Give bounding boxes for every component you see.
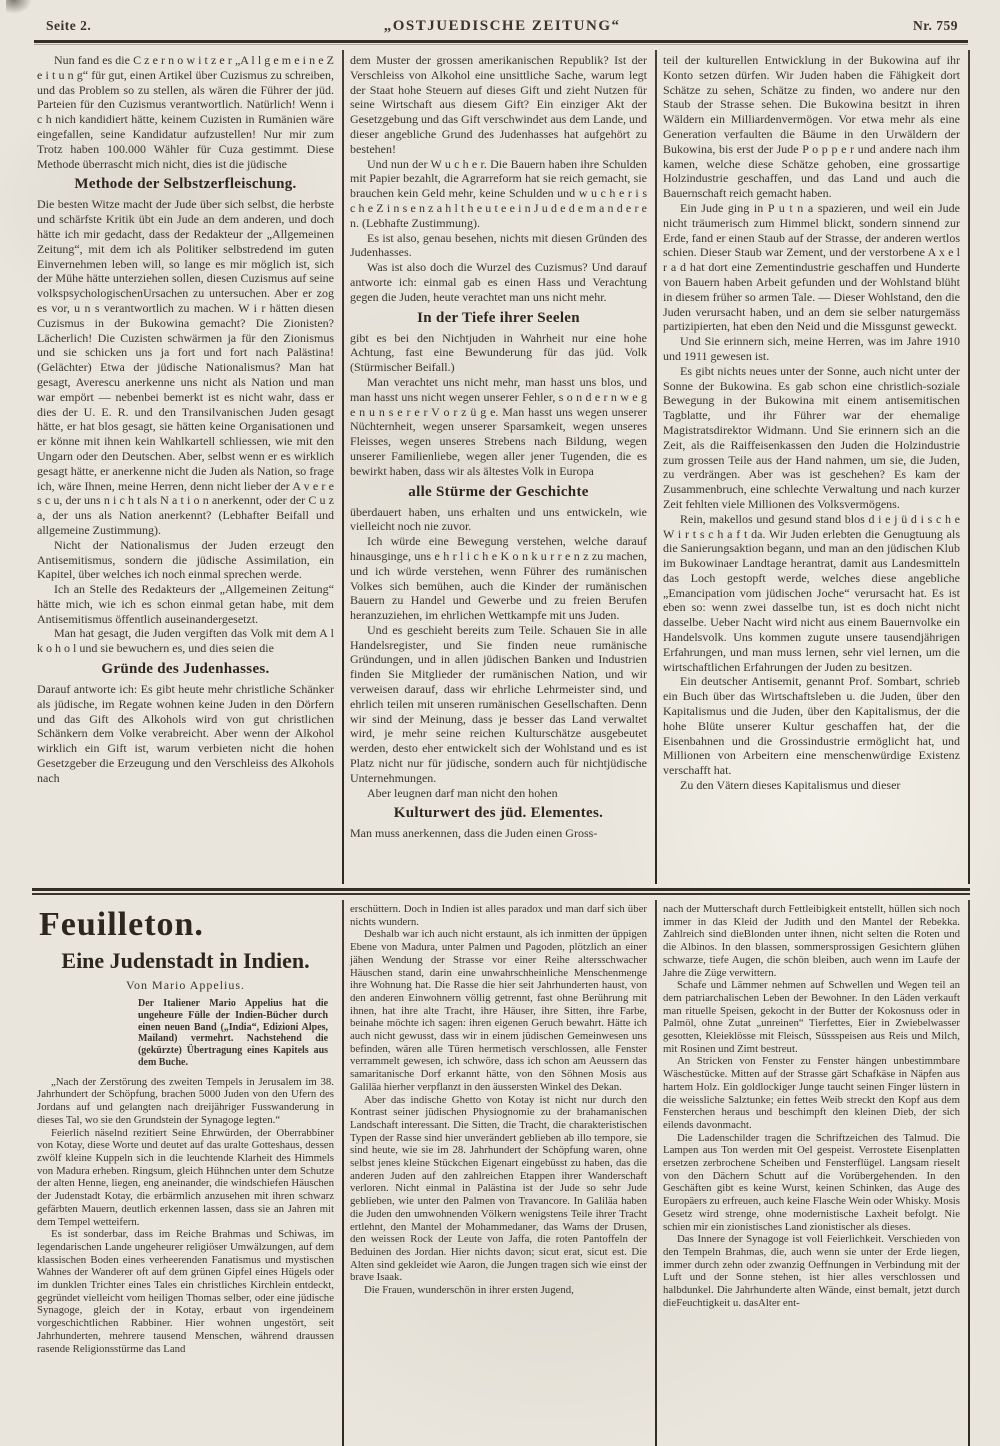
article-paragraph: Man verachtet uns nicht mehr, man hasst uns blos, und man hasst uns nicht wegen unserer Fehler, s o n d e r n w e g e n u n s e r e r V o r z ü g e. Man hasst uns wegen unserer Nüchternheit, wegen unserer Sparsamkeit, wegen unseres Fleisses, wegen unseres Strebens nach Bildung, wegen unserer Familienliebe, wegen aller jener Tugenden, die es bewirkt haben, dass wir als ältestes Volk in Europa [350, 374, 647, 478]
article-paragraph: Das Innere der Synagoge ist voll Feierlichkeit. Verschieden von den Tempeln Brahmas, die, auch wenn sie unter der Erde liegen, immer durch zehn oder zwanzig Oeffnungen in Verbindung mit der Luft und der Sonne stehen, ist hier alles verschlossen und halbdunkel. Die Jahrhunderte alten Wände, einst bemalt, jetzt durch dieFeuchtigkeit u. dasAlter ent- [663, 1233, 960, 1309]
article-title: Eine Judenstadt in Indien. [61, 948, 310, 973]
feuilleton-column-1 [32, 900, 341, 1446]
page-edge-rule [968, 50, 970, 884]
article-paragraph: gibt es bei den Nichtjuden in Wahrheit nur eine hohe Achtung, fast eine Bewunderung für das jüd. Volk (Stürmischer Beifall.) [350, 330, 647, 375]
scan-artifact [6, 0, 32, 14]
article-paragraph: Rein, makellos und gesund stand blos d i e j ü d i s c h e W i r t s c h a f t da. Wir Juden erlebten die Genugtuung als die Sanierungsaktion begann, und man an den jüdischen Klub im Bukowinaer Landtage herantrat, damit aus Landesmitteln das Loch gestopft werde, welches diese angebliche „Emancipation vom jüdischen Joche“ verursacht hat. Es ist eben so: wenn zwei dasselbe tun, ist es doch nicht nicht dasselbe. Ueber Nacht wird nicht aus einem Bauernvolke ein Handelsvolk. Uns kommen zugute unsere tausendjährigen Erfahrungen, und man muss lernen, sehr viel lernen, um die wirtschaftlichen Erfahrungen der Juden zu besitzen. [663, 511, 960, 674]
article-paragraph: Schafe und Lämmer nehmen auf Schwellen und Wegen teil an dem patriarchalischen Leben der Bewohner. In den Läden verkauft man rituelle Speisen, gekocht in der Butter der Kokosnuss oder in Palmöl, ohne Zutat „unreinen“ Tierfettes, Eier in Zwiebelwasser gesotten, Kleieklösse mit Fleisch, Süssspeisen aus Reis und Milch, mit Rosinen und Zimt bestreut. [663, 979, 960, 1055]
feuilleton-title: Feuilleton. [39, 906, 204, 943]
article-paragraph: Die Ladenschilder tragen die Schriftzeichen des Talmud. Die Lampen aus Ton werden mit Oel gespeist. Verrostete Eisenplatten ersetzen zerbrochene Scheiben und Fensterflügel. Langsam rieselt von den Dächern Schutt auf die Vorübergehenden. In den Geschäften gibt es keine Wurst, keinen Schinken, das Auge des Europäers zu erfreuen, auch keine Flasche Wein oder Whisky. Mosis Gesetz wird strenge, ohne modernistische Laxheit befolgt. Nie schien mir ein zionistisches Land zionistischer als dieses. [663, 1131, 960, 1233]
article-column-1 [32, 50, 341, 884]
masthead-rule [34, 40, 968, 45]
article-paragraph: Zu den Vätern dieses Kapitalismus und dieser [680, 778, 901, 793]
article-paragraph: Feierlich näselnd rezitiert Seine Ehrwürden, der Oberrabbiner von Kotay, diese Worte und deutet auf das uralte Gotteshaus, dessen zwölf kleine Kuppeln sich in die leuchtende Klarheit des Himmels von Madura erheben. Ringsum, gleich Hühnchen unter dem Schutze der alten Henne, liegen, eng aneinander, die windschiefen Häuschen der Judenstadt Kotay, die erbärmlich anzusehen mit ihren schwarz gefärbten Mauern, deutlich erkennen lassen, dass sie an Jahren mit dem Tempel wetteifern. [37, 1126, 334, 1228]
section-heading: Gründe des Judenhasses. [101, 661, 270, 678]
article-paragraph: Ich an Stelle des Redakteurs der „Allgemeinen Zeitung“ hätte mich, wie ich es schon einmal getan habe, mit dem Antisemitismus öffentlich auseinandergesetzt. [37, 582, 334, 626]
editorial-note: Der Italiener Mario Appelius hat die ungeheure Fülle der Indien-Bücher durch einen neuen Band („India“, Edizioni Alpes, Mailand) vermehrt. Nachstehend die (gekürzte) Übertragung eines Kapitels aus dem Buche. [137, 998, 329, 1068]
newspaper-title: „OSTJUEDISCHE ZEITUNG“ [383, 18, 621, 34]
article-paragraph: Es gibt nichts neues unter der Sonne, auch nicht unter der Sonne der Bukowina. Es gab schon eine christlich-soziale Bewegung in der Bukowina mit einem antisemitischen Tagblatte, und ihr Führer war der ehemalige Magistratsdirektor Widmann. Und Sie erinnern sich an die Zeit, als die Raiffeisenkassen den Juden die Holzindustrie zum grossen Teile aus der Hand nahmen, um sie, die Juden, zu verdrängen. Aber was ist geschehen? Es kam der Zusammenbruch, eine schlechte Verwaltung und nach kurzer Zeit fehlten viele Millionen des Volksvermögens. [663, 363, 960, 511]
article-paragraph: Ich würde eine Bewegung verstehen, welche darauf hinausginge, uns e h r l i c h e K o n k u r r e n z zu machen, und ich würde verstehen, wenn Führer des rumänischen Volkes sich bemühen, auch die Kinder der rumänischen Bauern zu Handel und Gewerbe und zu freien Berufen heranzuziehen, im ehrlichen Wettkampfe mit uns Juden. [350, 534, 647, 623]
article-column-2 [345, 50, 654, 884]
article-paragraph: Es ist sonderbar, dass im Reiche Brahmas und Schiwas, im legendarischen Lande ungeheurer religiöser Umwälzungen, auf dem klassischen Boden eines verheerenden Fanatismus und mystischen Wahnes der Wanderer oft auf dem grünen Gipfel eines Hügels oder im dunklen Trichter eines Tales ein christliches Kirchlein entdeckt, gegründet vielleicht vom heiligen Thomas selber, oder eine jüdische Synagoge, gleich der in Kotay, erbaut von irgendeinem vorgeschichtlichen Rabbiner. Hier wohnen ungestört, seit Jahrhunderten, mehrere tausend Menschen, während draussen rasende Religionsstürme das Land [37, 1228, 334, 1355]
column-rule [342, 50, 344, 884]
section-divider [32, 888, 970, 895]
page-edge-rule [968, 900, 970, 1446]
column-rule [655, 50, 657, 884]
section-heading: Methode der Selbstzerfleischung. [74, 176, 297, 193]
article-paragraph: überdauert haben, uns erhalten und uns entwickeln, wie vielleicht noch nie zuvor. [350, 504, 647, 534]
article-paragraph: Ein deutscher Antisemit, genannt Prof. Sombart, schrieb ein Buch über das Wirtschaftsleben u. die Juden, über den Kapitalismus und die Juden, über den Kapitalismus, der die hohe Blüte unserer Kultur geschaffen hat, der die Eisenbahnen und die Grossindustrie ermöglicht hat, und Millionen von Arbeitern eine menschenwürdige Existenz verschafft hat. [663, 674, 960, 778]
section-heading: alle Stürme der Geschichte [408, 483, 589, 500]
article-paragraph: Ein Jude ging in P u t n a spazieren, und weil ein Jude nicht träumerisch zum Himmel blickt, sondern sinnend zur Erde, fand er einen Staub auf der Strasse, der anderen wertlos schien. Dieser Staub war Zement, und der verstorbene A x e l r a d hat dort eine Zementindustrie geschaffen und Hunderte von Bauern haben Arbeit gefunden und der Wohlstand blüht in diesem früher so armen Tale. — Dieser Wohlstand, den die Juden verursacht haben, und an dem sie selber naturgemäss partizipierten, hat eben den Neid und die Missgunst geweckt. [663, 200, 960, 334]
feuilleton-column-2 [345, 900, 654, 1446]
feuilleton-section [32, 900, 970, 1446]
article-paragraph: Aber das indische Ghetto von Kotay ist nicht nur durch den Kontrast seiner jüdischen Physiognomie zu der brahamanischen Landschaft interessant. Die Sitten, die Tracht, die charakteristischen Typen der Rasse sind hier unverändert geblieben ab illo tempore, sie sind heute, wie sie im 28. Jahrhundert der Schöpfung waren, ohne selbst jenes kleine Stückchen Eigenart eingebüsst zu haben, das die anderen Juden auf den zahlreichen Etappen ihrer Wanderschaft verloren. Nicht einmal in Palästina ist der Jude so sehr Jude geblieben, wie unter den Palmen von Travancore. In Galiläa haben die Juden den umwohnenden Völkern wenigstens Teile ihrer Tracht ertlehnt, den Mantel der Mohammedaner, das Wams der Drusen, den weissen Rock der Leute von Jaffa, die roten Pantoffeln der Beduinen des Jordan. Hier nichts davon; sicut erat, sicut est. Die Alten sind gekleidet wie Aaron, die Jungen tragen sich wie einst der brave Isaak. [350, 1093, 647, 1284]
article-paragraph: erschüttern. Doch in Indien ist alles paradox und man darf sich über nichts wundern. [350, 903, 647, 928]
article-byline: Von Mario Appelius. [125, 978, 246, 992]
article-paragraph: An Stricken von Fenster zu Fenster hängen unbestimmbare Wäschestücke. Mitten auf der Strasse gärt Schafkäse in Näpfen aus hartem Holz. Ein goldlockiger Junge taucht seinen Finger lüstern in die weissliche Salztunke; ein fettes Weib streckt den Kopf aus dem Fensterchen heraus und beschimpft den kleinen Dieb, der sich eilends davonmacht. [663, 1055, 960, 1131]
article-paragraph: Man hat gesagt, die Juden vergiften das Volk mit dem A l k o h o l und sie bewuchern es, und dies seien die [37, 626, 334, 656]
feuilleton-column-3 [658, 900, 967, 1446]
article-paragraph: „Nach der Zerstörung des zweiten Tempels in Jerusalem im 38. Jahrhundert der Schöpfung, brachen 5000 Juden von den Ufern des Jordans auf und gelangten nach dreijähriger Fusswanderung in dieses Tal, wo sie den Grundstein der Synagoge legten.“ [37, 1075, 334, 1126]
article-paragraph: Deshalb war ich auch nicht erstaunt, als ich inmitten der üppigen Ebene von Madura, unter Palmen und Pagoden, plötzlich an einer jähen Wendung der Strasse vor einer Reihe altersschwacher Häuschen stand, darin eine unwahrschheinliche Menschenmenge ihre Wohnung hat. Die Rasse die hier seit Jahrhunderten haust, von den anderen Einwohnern völlig getrennt, fast ohne Berührung mit ihnen, hat ihre alte Tracht, ihre Häuser, ihre Sitten, ihre Farbe, beinahe möchte ich sagen: ihren eigenen Geruch bewahrt. Hätte ich auch nicht gewusst, dass wir in einem jüdischen Gemeinwesen uns befinden, wären alle Türen hermetisch verschlossen, alle Fenster verrammelt gewesen, ich schwöre, dass ich schon am Aeussern das samaritanische Dorf erkannt hätte, von den Söhnen Mosis aus Galiläa hierher verpflanzt in den äussersten Winkel des Dekan. [350, 928, 647, 1093]
article-paragraph: Man muss anerkennen, dass die Juden einen Gross- [350, 826, 598, 841]
issue-number: Nr. 759 [912, 18, 958, 33]
lead-article-section [32, 50, 970, 884]
article-paragraph: Und nun der W u c h e r. Die Bauern haben ihre Schulden mit Papier bezahlt, die Agrarreform hat sie reich gemacht, sie brauchen kein Geld mehr, keine Schulden und w u c h e r i s c h e Z i n s e n z a h l t h e u t e e i n J u d e d e m a n d e r e n. (Lebhafte Zustimmung). [350, 156, 647, 230]
article-paragraph: teil der kulturellen Entwicklung in der Bukowina auf ihr Konto setzen dürfen. Wir Juden haben die Fähigkeit dort Schätze zu sehen, Schätze zu finden, wo andere nur den Staub der Strasse sehen. Die Bukowina besitzt in ihren Wäldern ein Milliardenvermögen. Vor etwa mehr als eine Generation verfaulten die Bäume in den Urwäldern der Bukowina, bis erst der Jude P o p p e r und andere nach ihm kamen, welche diese Schätze gehoben, eine grossartige Holzindustrie geschaffen, und das Land und auch die Bauernschaft reich gemacht haben. [663, 53, 960, 201]
section-heading: In der Tiefe ihrer Seelen [417, 309, 580, 326]
article-paragraph: Und Sie erinnern sich, meine Herren, was im Jahre 1910 und 1911 gewesen ist. [663, 334, 960, 363]
article-paragraph: Darauf antworte ich: Es gibt heute mehr christliche Schänker als jüdische, im Regate wohnen keine Juden in den Dörfern und das Gift des Alkohols wird von gut christlichen Schänkern dem Volke verabreicht. Aber wenn der Alkohol wirklich ein Gift ist, warum verbieten nicht die hohen Gesetzgeber die Erzeugung und den Verschleiss des Alkohols nach [37, 682, 334, 785]
column-rule [655, 900, 657, 1446]
article-paragraph: Und es geschieht bereits zum Teile. Schauen Sie in alle Handelsregister, und Sie finden neue rumänische Gründungen, und in allen jüdischen Banken und Industrien finden Sie Mitglieder der rumänischen Nation, und wir verweisen darauf, dass wir ehrliche Lehrmeister sind, und ehrlich teilen mit unseren rumänischen Gesellschaften. Denn wir sind der Meinung, dass je besser das Land verwaltet wird, je mehr seine reichen Kulturschätze ausgebeutet werden, desto eher entwickelt sich der Wohlstand und es ist Platz nicht nur für jüdische, sondern auch für nichtjüdische Unternehmungen. [350, 622, 647, 785]
article-paragraph: Die besten Witze macht der Jude über sich selbst, die herbste und schärfste Kritik übt ein Jude an dem anderen, und doch hätte ich mir gedacht, dass der Redakteur der „Allgemeinen Zeitung“, mit dem ich als Politiker selbstredend im guten Einvernehmen leben will, so lange es mir möglich ist, sich der Mühe hätte unterziehen sollen, diesen Cuzismus auf seine volkspsychologischenUrsachen zu untersuchen. Aber er zog es vor, u n s verantwortlich zu machen. W i r hätten diesen Cuzismus in der Bukowina gemacht? Die Zionisten? Lächerlich! Die Cuzisten schwärmen ja für den Zionismus und sie schicken uns ja fort und fort nach Palästina! (Gelächter) Etwa der jüdische Nationalismus? Man hat gesagt, Averescu anerkenne uns nicht als Nation und man war empört — nebenbei bemerkt ist es nicht wahr, dass er dies der U. E. R. und den Transilvanischen Juden gesagt hätte, er hat blos gesagt, sie hätten keine Organisationen und er könne mit ihnen kein Wahlkartell schliessen, wie mit den Ungarn oder den Deutschen. Aber, selbst wenn er es wirklich gesagt hätte, er anerkenne nicht die Juden als Nation, so frage ich, wäre Ihnen, meine Herren, denn nicht lieber der A v e r e s c u, der uns n i c h t als N a t i o n anerkennt, oder der C u z a, der uns als Nation anerkennt? (Lebhafter Beifall und allgemeine Zustimmung). [37, 197, 334, 537]
article-paragraph: dem Muster der grossen amerikanischen Republik? Ist der Verschleiss von Alkohol eine unsittliche Sache, warum legt der Staat hohe Steuern auf dieses Gift und zieht Nutzen für seine Wirtschaft aus diesem Gift? Ein einziger Akt der Gesetzgebung und das Gift verschwindet aus dem Lande, und dieser angebliche Grund des Judenhasses hat aufgehört zu bestehen! [350, 53, 647, 156]
column-rule [342, 900, 344, 1446]
article-paragraph: Es ist also, genau besehen, nichts mit diesen Gründen des Judenhasses. [350, 230, 647, 260]
masthead [32, 10, 970, 40]
article-paragraph: Nun fand es die C z e r n o w i t z e r „A l l g e m e i n e Z e i t u n g“ für gut, einen Artikel über Cuzismus zu schreiben, und das Problem so zu stellen, als wären die Führer der jüd. Parteien für den Cuzismus verantwortlich. Natürlich! Wenn i c h nich kandidiert hätte, keinem Cuzisten in Rumänien wäre eingefallen, seine Kandidatur aufzustellen! Nur mir zum Trotz haben 100.000 Wähler für Cuza gestimmt. Diese Methode überrascht mich nicht, dies ist die jüdische [37, 53, 334, 171]
article-paragraph: Aber leugnen darf man nicht den hohen [367, 785, 558, 800]
article-paragraph: nach der Mutterschaft durch Fettleibigkeit entstellt, hüllen sich noch immer in das Kleid der Judith und den Mantel der Rebekka. Zahlreich sind dieBlonden unter ihnen, nicht selten die Roten und die Albinos. In den blassen, sommersprossigen Gesichtern glühen schwarze, tiefe Augen, die schön bleiben, auch wenn im Laufe der Jahre die Züge verwittern. [663, 903, 960, 979]
article-paragraph: Nicht der Nationalismus der Juden erzeugt den Antisemitismus, sondern die jüdische Assimilation, ein Kapitel, über welches ich noch einmal sprechen werde. [37, 537, 334, 582]
section-heading: Kulturwert des jüd. Elementes. [393, 805, 604, 822]
article-column-3 [658, 50, 967, 884]
article-paragraph: Die Frauen, wunderschön in ihrer ersten Jugend, [364, 1284, 574, 1297]
article-paragraph: Was ist also doch die Wurzel des Cuzismus? Und darauf antworte ich: einmal gab es einen Hass und Verachtung gegen die Juden, heute verachtet man uns nicht mehr. [350, 260, 647, 304]
page-number: Seite 2. [46, 18, 92, 33]
